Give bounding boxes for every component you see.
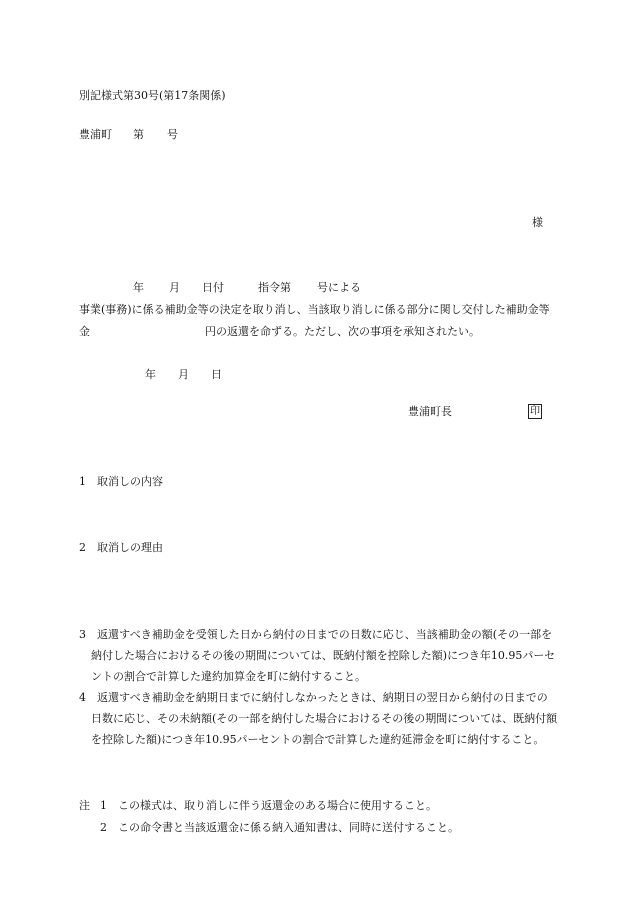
date-day: 日: [211, 368, 222, 381]
issuer-title: 豊浦町長: [408, 405, 452, 418]
seal-mark: 印: [530, 406, 540, 417]
body-line-2-text: 円の返還を命ずる。ただし、次の事項を承知されたい。: [205, 325, 480, 338]
reference-month: 月: [169, 281, 180, 294]
item-3-line-3: ントの割合で計算した違約加算金を町に納付すること。: [91, 670, 366, 683]
reference-day-label: 日付: [202, 281, 224, 294]
item-3-line-2: 納付した場合におけるその後の期間については、既納付額を控除した額)につき年10.95パーセ: [91, 649, 556, 662]
note-1-number: 1: [100, 799, 107, 812]
item-2: 2 取消しの理由: [79, 541, 163, 554]
date-year: 年: [145, 368, 156, 381]
doc-number-dai: 第: [133, 128, 144, 141]
addressee-suffix: 様: [532, 216, 543, 229]
date-month: 月: [178, 368, 189, 381]
note-2-number: 2: [100, 821, 107, 834]
notes-label: 注: [79, 799, 90, 812]
reference-order: 指令第: [258, 281, 291, 294]
item-3-line-1: 3 返還すべき補助金を受領した日から納付の日までの日数に応じ、当該補助金の額(その一部を: [79, 628, 553, 641]
doc-number-town: 豊浦町: [79, 128, 112, 141]
doc-number-go: 号: [167, 128, 178, 141]
item-4-line-2: 日数に応じ、その未納額(その一部を納付した場合におけるその後の期間については、既納付額: [91, 712, 558, 725]
note-2-text: この命令書と当該返還金に係る納入通知書は、同時に送付すること。: [118, 821, 459, 834]
item-4-line-1: 4 返還すべき補助金を納期日までに納付しなかったときは、納期日の翌日から納付の日までの: [79, 691, 548, 704]
note-1-text: この様式は、取り消しに伴う返還金のある場合に使用すること。: [118, 799, 437, 812]
reference-by: 号による: [317, 281, 361, 294]
item-1: 1 取消しの内容: [79, 475, 163, 488]
item-4-line-3: を控除した額)につき年10.95パーセントの割合で計算した違約延滞金を町に納付すること。: [91, 733, 545, 746]
body-line-1: 事業(事務)に係る補助金等の決定を取り消し、当該取り消しに係る部分に関し交付した補助金等: [79, 303, 550, 316]
reference-year: 年: [133, 281, 144, 294]
body-line-2-prefix: 金: [79, 325, 90, 338]
form-reference: 別記様式第30号(第17条関係): [79, 89, 226, 102]
